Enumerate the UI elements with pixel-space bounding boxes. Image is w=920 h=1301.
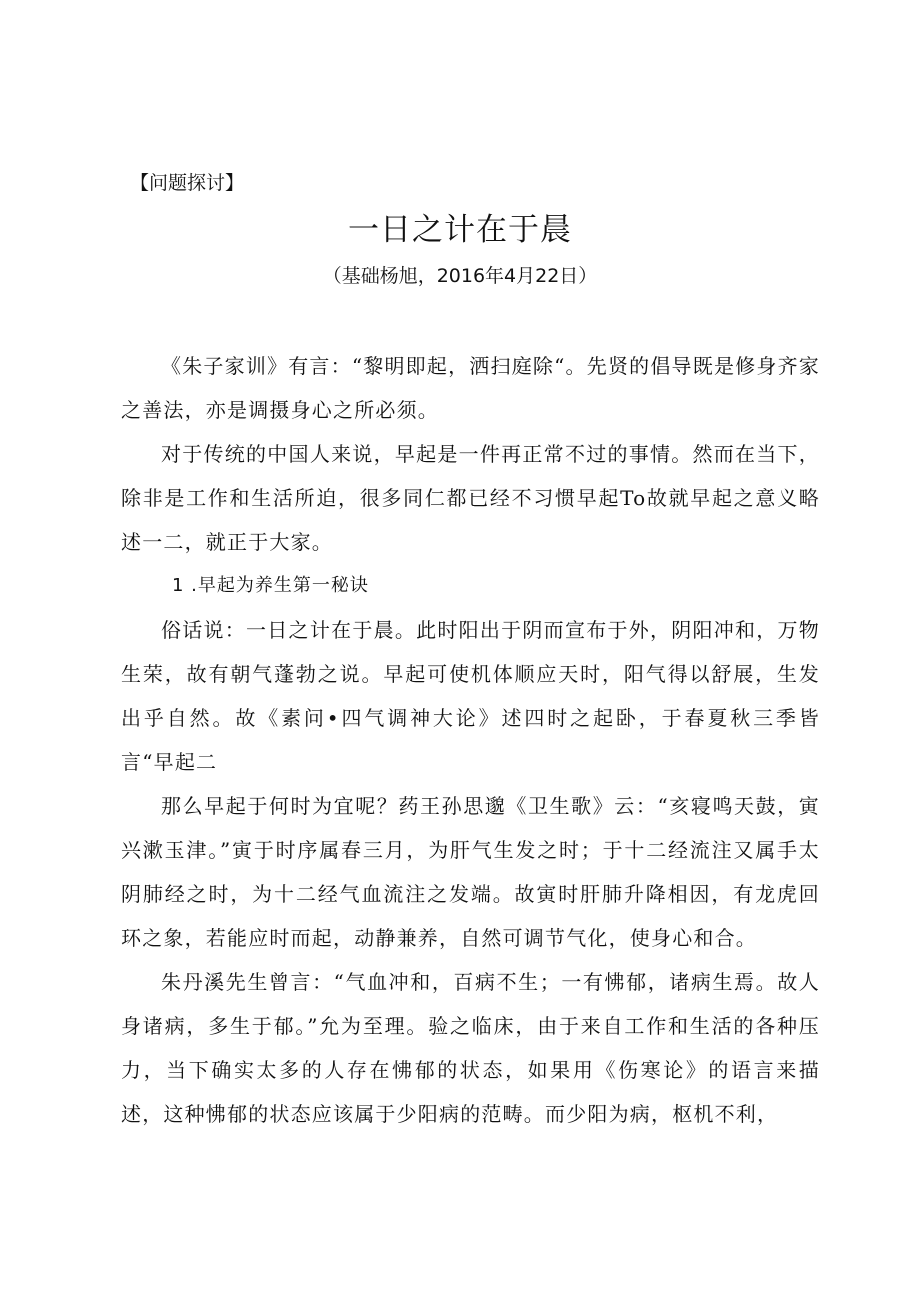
article-body — [121, 344, 820, 1136]
paragraph-timing: 那么早起于何时为宜呢？药王孙思邈《卫生歌》云：“亥寝鸣天鼓，寅兴漱玉津。”寅于时序属春三月，为肝气生发之时；于十二经流注又属手太阴肺经之时，为十二经气血流注之发端。故寅时肝肺升降相因，有龙虎回环之象，若能应时而起，动静兼养，自然可调节气化，使身心和合。 — [121, 794, 820, 950]
paragraph-context: 对于传统的中国人来说，早起是一件再正常不过的事情。然而在当下，除非是工作和生活所迫，很多同仁都已经不习惯早起To故就早起之意义略述一二，就正于大家。 — [121, 442, 820, 554]
paragraph-morning: 俗话说：一日之计在于晨。此时阳出于阴而宣布于外，阴阳冲和，万物生荣，故有朝气蓬勃之说。早起可使机体顺应天时，阳气得以舒展，生发出乎自然。故《素问•四气调神大论》述四时之起卧，于春夏秋三季皆言“早起二 — [121, 618, 820, 774]
page-subtitle: （基础杨旭，2016年4月22日） — [322, 265, 598, 287]
paragraph-intro: 《朱子家训》有言：“黎明即起，洒扫庭除“。先贤的倡导既是修身齐家之善法，亦是调摄身心之所必须。 — [121, 354, 820, 422]
section-tag: 【问题探讨】 — [130, 172, 245, 194]
paragraph-zhu-danxi: 朱丹溪先生曾言：“气血冲和，百病不生；一有怫郁，诸病生焉。故人身诸病，多生于郁。”允为至理。验之临床，由于来自工作和生活的各种压力，当下确实太多的人存在怫郁的状态，如果用《伤寒论》的语言来描述，这种怫郁的状态应该属于少阳病的范畴。而少阳为病，枢机不利， — [121, 970, 820, 1126]
section-heading-1: 1 .早起为养生第一秘诀 — [172, 575, 369, 596]
page-title: 一日之计在于晨 — [348, 212, 572, 248]
